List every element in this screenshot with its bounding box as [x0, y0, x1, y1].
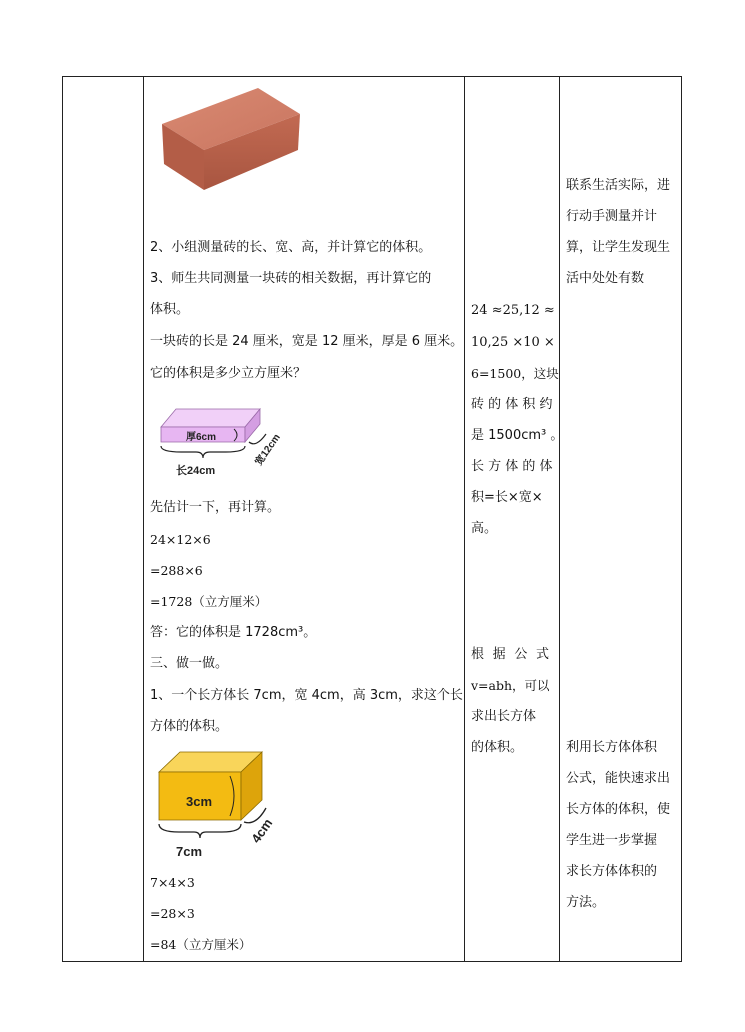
col3-text: 的体积。 — [471, 740, 524, 755]
col4-text: 利用长方体体积 — [566, 740, 658, 755]
box-dimension-figure — [154, 746, 280, 864]
step-2-text: 2、小组测量砖的长、宽、高，并计算它的体积。 — [150, 240, 432, 255]
col3-text: 高。 — [471, 521, 498, 536]
height-label: 3cm — [186, 794, 213, 809]
estimate-text: 先估计一下，再计算。 — [150, 500, 281, 515]
column-divider — [464, 77, 465, 961]
col3-text: v=abh，可以 — [471, 678, 550, 693]
length-label: 长24cm — [176, 465, 216, 477]
col3-text: 24 ≈25,12 ≈ — [471, 303, 555, 318]
calc-line: 24×12×6 — [150, 532, 211, 547]
col3-text: 求出长方体 — [471, 709, 537, 724]
step-3-text: 3、师生共同测量一块砖的相关数据，再计算它的 — [150, 271, 432, 286]
col3-text: 是 1500cm³ 。 — [471, 428, 564, 443]
col3-text: 长 方 体 的 体 — [471, 459, 553, 474]
column-divider — [559, 77, 560, 961]
width-label: 宽12cm — [253, 432, 283, 468]
calc-line: =1728（立方厘米） — [150, 594, 268, 609]
col3-text: 6=1500，这块 — [471, 366, 559, 381]
thickness-label: 厚6cm — [186, 432, 217, 443]
col4-text: 方法。 — [566, 895, 606, 910]
col4-text: 活中处处有数 — [566, 271, 645, 286]
col4-text: 算，让学生发现生 — [566, 240, 671, 255]
step-3-text-cont: 体积。 — [150, 302, 190, 317]
brick-image — [158, 84, 304, 192]
calc-line: =288×6 — [150, 563, 203, 578]
task-text-cont: 方体的体积。 — [150, 719, 229, 734]
column-divider — [143, 77, 144, 961]
task-text: 1、一个长方体长 7cm，宽 4cm，高 3cm，求这个长 — [150, 688, 463, 703]
col4-text: 学生进一步掌握 — [566, 833, 658, 848]
col4-text: 行动手测量并计 — [566, 209, 658, 224]
problem-question: 它的体积是多少立方厘米？ — [150, 366, 307, 381]
calc-line: =84（立方厘米） — [150, 937, 252, 952]
section-heading: 三、做一做。 — [150, 656, 229, 671]
col4-text: 联系生活实际，进 — [566, 178, 671, 193]
col3-text: 根 据 公 式 — [471, 647, 549, 662]
col4-text: 公式，能快速求出 — [566, 771, 671, 786]
calc-line: 7×4×3 — [150, 875, 195, 890]
depth-label: 4cm — [248, 815, 276, 846]
length-label: 7cm — [176, 844, 203, 859]
col4-text: 求长方体体积的 — [566, 864, 658, 879]
col3-text: 10,25 ×10 × — [471, 335, 555, 350]
calc-line: =28×3 — [150, 906, 195, 921]
col3-text: 砖 的 体 积 约 — [471, 397, 553, 412]
answer-text: 答：它的体积是 1728cm³。 — [150, 625, 317, 640]
col3-text: 积=长×宽× — [471, 490, 543, 505]
col4-text: 长方体的体积，使 — [566, 802, 671, 817]
brick-dimension-figure — [156, 396, 296, 478]
problem-text: 一块砖的长是 24 厘米，宽是 12 厘米，厚是 6 厘米。 — [150, 334, 464, 349]
